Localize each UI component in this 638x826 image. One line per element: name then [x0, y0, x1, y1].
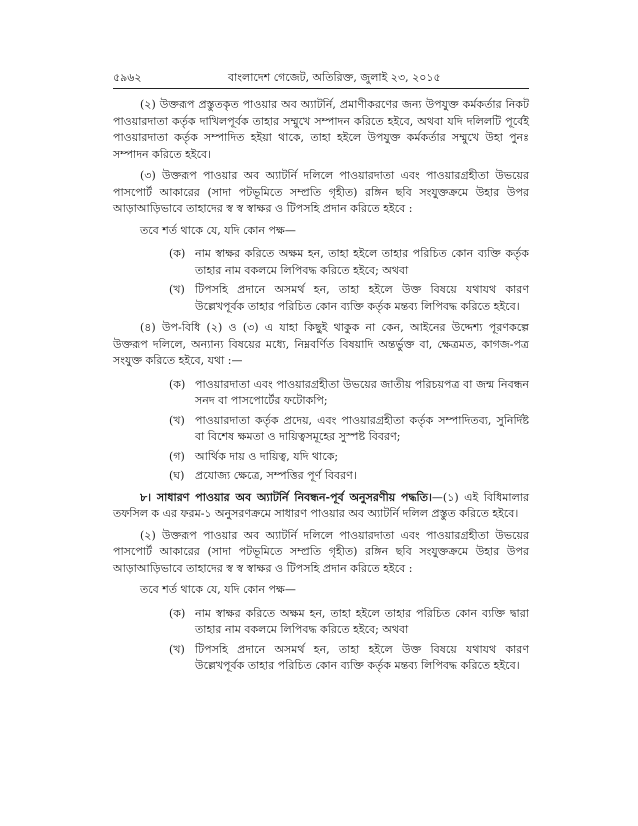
list-item-text: টিপসহি প্রদানে অসমর্থ হন, তাহা হইলে উক্ত বিষয়ে যথাযথ কারণ উল্লেখপূর্বক তাহার পরিচিত কোন ব্যক্তি কর্তৃক মন্তব্য লিপিবদ্ধ করিতে হইবে। [195, 283, 529, 313]
list-item-text: পাওয়ারদাতা এবং পাওয়ারগ্রহীতা উভয়ের জাতীয় পরিচয়পত্র বা জন্ম নিবন্ধন সনদ বা পাসপোর্টের ফটোকপি; [195, 377, 529, 407]
list-item-text: পাওয়ারদাতা কর্তৃক প্রদেয়, এবং পাওয়ারগ্রহীতা কর্তৃক সম্পাদিতব্য, সুনির্দিষ্ট বা বিশেষ ক্ষমতা ও দায়িত্বসমূহের সুস্পষ্ট বিবরণ; [195, 413, 529, 443]
list-item-label: (ঘ) [169, 469, 185, 482]
list-item-text: নাম স্বাক্ষর করিতে অক্ষম হন, তাহা হইলে তাহার পরিচিত কোন ব্যক্তি কর্তৃক তাহার নাম বকলমে লিপিবদ্ধ করিতে হইবে; অথবা [195, 247, 529, 277]
list-item [113, 606, 529, 639]
rule8-heading: ৮। সাধারণ পাওয়ার অব অ্যাটর্নি নিবন্ধন-পূর্ব অনুসরণীয় পদ্ধতি। [140, 490, 432, 504]
list-item-text: প্রযোজ্য ক্ষেত্রে, সম্পত্তির পূর্ণ বিবরণ। [195, 469, 357, 482]
page-header [113, 70, 529, 89]
rule7-subrule4: (৪) উপ-বিধি (২) ও (৩) এ যাহা কিছুই থাকুক না কেন, আইনের উদ্দেশ্য পূরণকল্পে উক্তরূপ দলিলে, অন্যান্য বিষয়ের মধ্যে, নিম্নবর্ণিত বিষয়াদি অন্তর্ভুক্ত বা, ক্ষেত্রমত, কাগজ-পত্র সংযুক্ত করিতে হইবে, যথা :— [113, 321, 529, 367]
list-item [113, 282, 529, 315]
list-item-text: নাম স্বাক্ষর করিতে অক্ষম হন, তাহা হইলে তাহার পরিচিত কোন ব্যক্তি দ্বারা তাহার নাম বকলমে লিপিবদ্ধ করিতে হইবে; অথবা [195, 606, 529, 636]
list-item-label: (খ) [169, 413, 185, 427]
list-item-label: (খ) [169, 283, 185, 296]
list-item [113, 377, 529, 410]
gazette-title: বাংলাদেশ গেজেট, অতিরিক্ত, জুলাই ২৩, ২০১৫ [228, 71, 441, 84]
page-number: ৫৯৬২ [113, 71, 142, 84]
list-item [113, 468, 529, 485]
rule7-subrule3: (৩) উক্তরূপ পাওয়ার অব অ্যাটর্নি দলিলে পাওয়ারদাতা এবং পাওয়ারগ্রহীতা উভয়ের পাসপোর্ট আকারের (সাদা পটভূমিতে সম্প্রতি গৃহীত) রঙ্গিন ছবি সংযুক্তক্রমে উহার উপর আড়াআড়িভাবে তাহাদের স্ব স্ব স্বাক্ষর ও টিপসহি প্রদান করিতে হইবে : [113, 169, 529, 215]
list-item-label: (গ) [169, 449, 185, 463]
rule8-subrule2: (২) উক্তরূপ পাওয়ার অব অ্যাটর্নি দলিলে পাওয়ারদাতা এবং পাওয়ারগ্রহীতা উভয়ের পাসপোর্ট আকারের (সাদা পটভূমিতে সম্প্রতি গৃহীত) রঙ্গিন ছবি সংযুক্তক্রমে উহার উপর আড়াআড়িভাবে তাহাদের স্ব স্ব স্বাক্ষর ও টিপসহি প্রদান করিতে হইবে : [113, 528, 529, 575]
list-item [113, 246, 529, 279]
list-item-label: (ক) [169, 247, 186, 260]
rule8-subrule1-text: —(১) এই বিধিমালার তফসিল ক এর ফরম-১ অনুসরণক্রমে সাধারণ পাওয়ার অব অ্যাটর্নি দলিল প্রস্তুত করিতে হইবে। [113, 490, 530, 520]
list-item-text: আর্থিক দায় ও দায়িত্ব, যদি থাকে; [195, 449, 339, 463]
list-item-label: (খ) [169, 642, 185, 656]
rule8-proviso: তবে শর্ত থাকে যে, যদি কোন পক্ষ— [140, 583, 296, 596]
list-item-label: (ক) [169, 606, 186, 620]
list-item [113, 413, 529, 446]
rule7-proviso: তবে শর্ত থাকে যে, যদি কোন পক্ষ— [140, 223, 296, 237]
list-item [113, 449, 529, 466]
list-item-label: (ক) [169, 377, 186, 391]
list-item [113, 642, 529, 675]
rule8-subrule1 [113, 490, 529, 523]
rule7-subrule2: (২) উক্তরূপ প্রস্তুতকৃত পাওয়ার অব অ্যাটর্নি, প্রমাণীকরণের জন্য উপযুক্ত কর্মকর্তার নিকট পাওয়ারদাতা কর্তৃক দাখিলপূর্বক তাহার সম্মুখে সম্পাদন করিতে হইবে, অথবা যদি দলিলটি পূর্বেই পাওয়ারদাতা কর্তৃক সম্পাদিত হইয়া থাকে, তাহা হইলে উপযুক্ত কর্মকর্তার সম্মুখে উহা পুনঃ সম্পাদন করিতে হইবে। [113, 98, 529, 161]
page-content [113, 70, 529, 675]
list-item-text: টিপসহি প্রদানে অসমর্থ হন, তাহা হইলে উক্ত বিষয়ে যথাযথ কারণ উল্লেখপূর্বক তাহার পরিচিত কোন ব্যক্তি কর্তৃক মন্তব্য লিপিবদ্ধ করিতে হইবে। [195, 642, 529, 672]
